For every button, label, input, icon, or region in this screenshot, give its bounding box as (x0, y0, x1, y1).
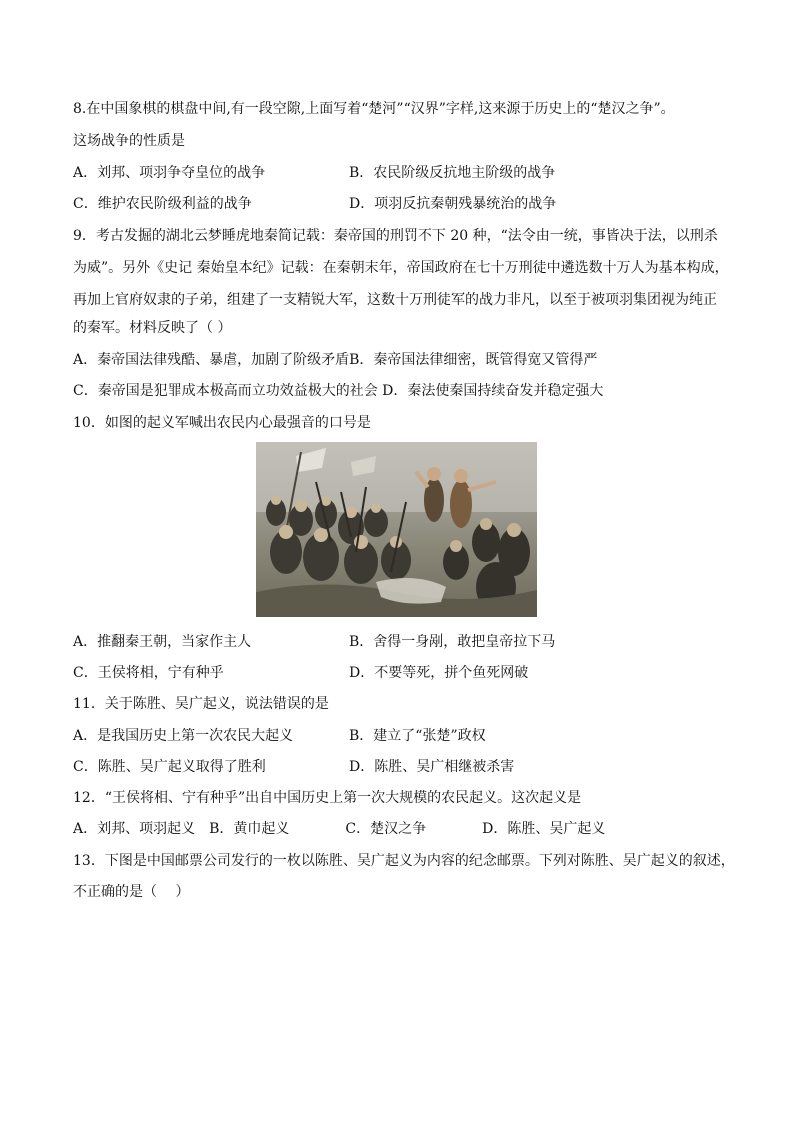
q8-option-b: B．农民阶级反抗地主阶级的战争 (349, 165, 556, 181)
q10-option-d: D．不要等死，拼个鱼死网破 (349, 665, 529, 681)
q9-stem-line3: 再加上官府奴隶的子弟，组建了一支精锐大军，这数十万刑徒军的战力非凡，以至于被项羽集团视为纯正 (73, 292, 717, 308)
q9-stem-line1: 9．考古发掘的湖北云梦睡虎地秦简记载：秦帝国的刑罚不下 20 种，“法令由一统，事皆决于法，以刑杀 (73, 228, 718, 244)
q10-option-b: B．舍得一身剐，敢把皇帝拉下马 (349, 634, 556, 650)
q10-option-a: A．推翻秦王朝，当家作主人 (73, 634, 252, 650)
q11-option-b: B．建立了“张楚”政权 (349, 728, 486, 744)
q9-options-line1: A．秦帝国法律残酷、暴虐，加剧了阶级矛盾B．秦帝国法律细密，既管得宽又管得严 (73, 352, 598, 368)
q9-stem-line4: 的秦军。材料反映了（ ） (73, 320, 232, 336)
q10-stem: 10．如图的起义军喊出农民内心最强音的口号是 (73, 415, 371, 431)
q11-option-c: C．陈胜、吴广起义取得了胜利 (73, 759, 266, 775)
q12-options: A．刘邦、项羽起义 B．黄巾起义 C．楚汉之争 D．陈胜、吴广起义 (73, 821, 606, 837)
q8-stem-line1: 8.在中国象棋的棋盘中间,有一段空隙,上面写着“楚河”“汉界”字样,这来源于历史上的“楚汉之争”。 (73, 101, 675, 117)
q8-option-c: C．维护农民阶级利益的战争 (73, 196, 252, 212)
q13-stem-line2: 不正确的是（ ） (73, 884, 190, 900)
q10-option-c: C．王侯将相，宁有种乎 (73, 665, 224, 681)
q9-options-line2: C．秦帝国是犯罪成本极高而立功效益极大的社会 D．秦法使秦国持续奋发并稳定强大 (73, 383, 604, 399)
q11-option-a: A．是我国历史上第一次农民大起义 (73, 728, 294, 744)
uprising-illustration (256, 442, 537, 617)
q11-stem: 11．关于陈胜、吴广起义，说法错误的是 (73, 696, 329, 712)
q8-stem-line2: 这场战争的性质是 (73, 133, 185, 149)
q9-stem-line2: 为威”。另外《史记 秦始皇本纪》记载：在秦朝末年，帝国政府在七十万刑徒中遴选数十万人为基本构成， (73, 260, 729, 276)
q8-option-d: D．项羽反抗秦朝残暴统治的战争 (349, 196, 557, 212)
q8-option-a: A．刘邦、项羽争夺皇位的战争 (73, 165, 266, 181)
q13-stem-line1: 13．下图是中国邮票公司发行的一枚以陈胜、吴广起义为内容的纪念邮票。下列对陈胜、吴广起义的叙述， (73, 853, 735, 869)
q11-option-d: D．陈胜、吴广相继被杀害 (349, 759, 515, 775)
q12-stem: 12．“王侯将相、宁有种乎”出自中国历史上第一次大规模的农民起义。这次起义是 (73, 790, 582, 806)
uprising-scene-image (256, 442, 537, 617)
